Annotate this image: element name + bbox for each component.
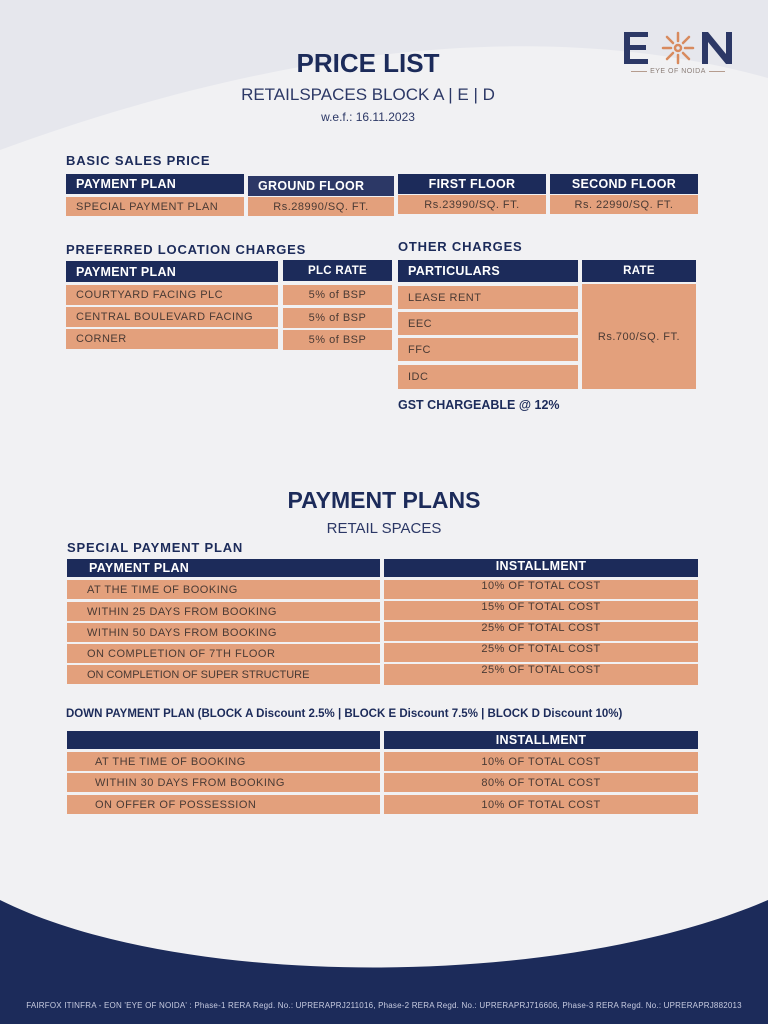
oc-item: LEASE RENT (398, 286, 578, 309)
dpp-row-stage: WITHIN 30 DAYS FROM BOOKING (67, 773, 380, 792)
dpp-row-stage: ON OFFER OF POSSESSION (67, 795, 380, 814)
bsp-header-payment-plan: PAYMENT PLAN (66, 174, 244, 194)
plc-heading: PREFERRED LOCATION CHARGES (66, 242, 307, 257)
spp-row-stage: ON COMPLETION OF SUPER STRUCTURE (67, 665, 380, 684)
plc-row-label: COURTYARD FACING PLC (66, 285, 278, 305)
page-subtitle: RETAILSPACES BLOCK A | E | D (241, 85, 495, 104)
bsp-row-plan: SPECIAL PAYMENT PLAN (66, 197, 244, 216)
spp-header-payment-plan: PAYMENT PLAN (67, 559, 380, 577)
spp-row-installment: 25% OF TOTAL COST (384, 622, 698, 641)
dpp-header-blank (67, 731, 380, 749)
dpp-row-installment: 80% OF TOTAL COST (384, 773, 698, 792)
oc-item: EEC (398, 312, 578, 335)
effective-date: w.e.f.: 16.11.2023 (321, 110, 415, 124)
basic-sales-heading: BASIC SALES PRICE (66, 153, 211, 168)
bsp-row-first-floor: Rs.23990/SQ. FT. (398, 195, 546, 214)
bsp-header-ground-floor: GROUND FLOOR (248, 176, 394, 196)
plc-row-rate: 5% of BSP (283, 308, 392, 328)
other-charges-heading: OTHER CHARGES (398, 239, 523, 254)
dpp-row-installment: 10% OF TOTAL COST (384, 795, 698, 814)
plc-row-rate: 5% of BSP (283, 285, 392, 305)
spp-row-stage: WITHIN 50 DAYS FROM BOOKING (67, 623, 380, 642)
payment-plans-subtitle: RETAIL SPACES (326, 520, 442, 537)
oc-rate-value: Rs.700/SQ. FT. (582, 284, 696, 389)
bsp-header-second-floor: SECOND FLOOR (550, 174, 698, 194)
special-plan-heading: SPECIAL PAYMENT PLAN (67, 540, 244, 555)
spp-row-stage: AT THE TIME OF BOOKING (67, 580, 380, 599)
payment-plans-title: PAYMENT PLANS (287, 487, 481, 513)
oc-item: FFC (398, 338, 578, 361)
plc-row-rate: 5% of BSP (283, 330, 392, 350)
plc-row-label: CENTRAL BOULEVARD FACING (66, 307, 278, 327)
spp-row-installment: 25% OF TOTAL COST (384, 664, 698, 685)
plc-header-rate: PLC RATE (283, 260, 392, 281)
oc-header-rate: RATE (582, 260, 696, 282)
bsp-header-first-floor: FIRST FLOOR (398, 174, 546, 194)
plc-header-payment-plan: PAYMENT PLAN (66, 261, 278, 282)
down-payment-heading: DOWN PAYMENT PLAN (BLOCK A Discount 2.5% | BLOCK E Discount 7.5% | BLOCK D Discount 10%) (66, 708, 623, 720)
bsp-row-ground-floor: Rs.28990/SQ. FT. (248, 197, 394, 216)
spp-header-installment: INSTALLMENT (384, 559, 698, 577)
dpp-row-stage: AT THE TIME OF BOOKING (67, 752, 380, 771)
dpp-header-installment: INSTALLMENT (384, 731, 698, 749)
logo-tagline: EYE OF NOIDA (622, 68, 734, 75)
footer-rera-note: FAIRFOX ITINFRA - EON 'EYE OF NOIDA' : Phase-1 RERA Regd. No.: UPRERAPRJ211016, Phase-2 RERA Regd. No.: UPRERAPRJ716606, Phase-3 RERA Regd. No.: UPRERAPRJ882013 (26, 1001, 742, 1010)
spp-row-installment: 25% OF TOTAL COST (384, 643, 698, 662)
plc-row-label: CORNER (66, 329, 278, 349)
spp-row-installment: 15% OF TOTAL COST (384, 601, 698, 620)
spp-row-stage: ON COMPLETION OF 7TH FLOOR (67, 644, 380, 663)
oc-header-particulars: PARTICULARS (398, 260, 578, 282)
page-title: PRICE LIST (296, 48, 440, 78)
gst-note: GST CHARGEABLE @ 12% (398, 398, 560, 412)
bsp-row-second-floor: Rs. 22990/SQ. FT. (550, 195, 698, 214)
spp-row-installment: 10% OF TOTAL COST (384, 580, 698, 599)
oc-item: IDC (398, 365, 578, 389)
spp-row-stage: WITHIN 25 DAYS FROM BOOKING (67, 602, 380, 621)
dpp-row-installment: 10% OF TOTAL COST (384, 752, 698, 771)
